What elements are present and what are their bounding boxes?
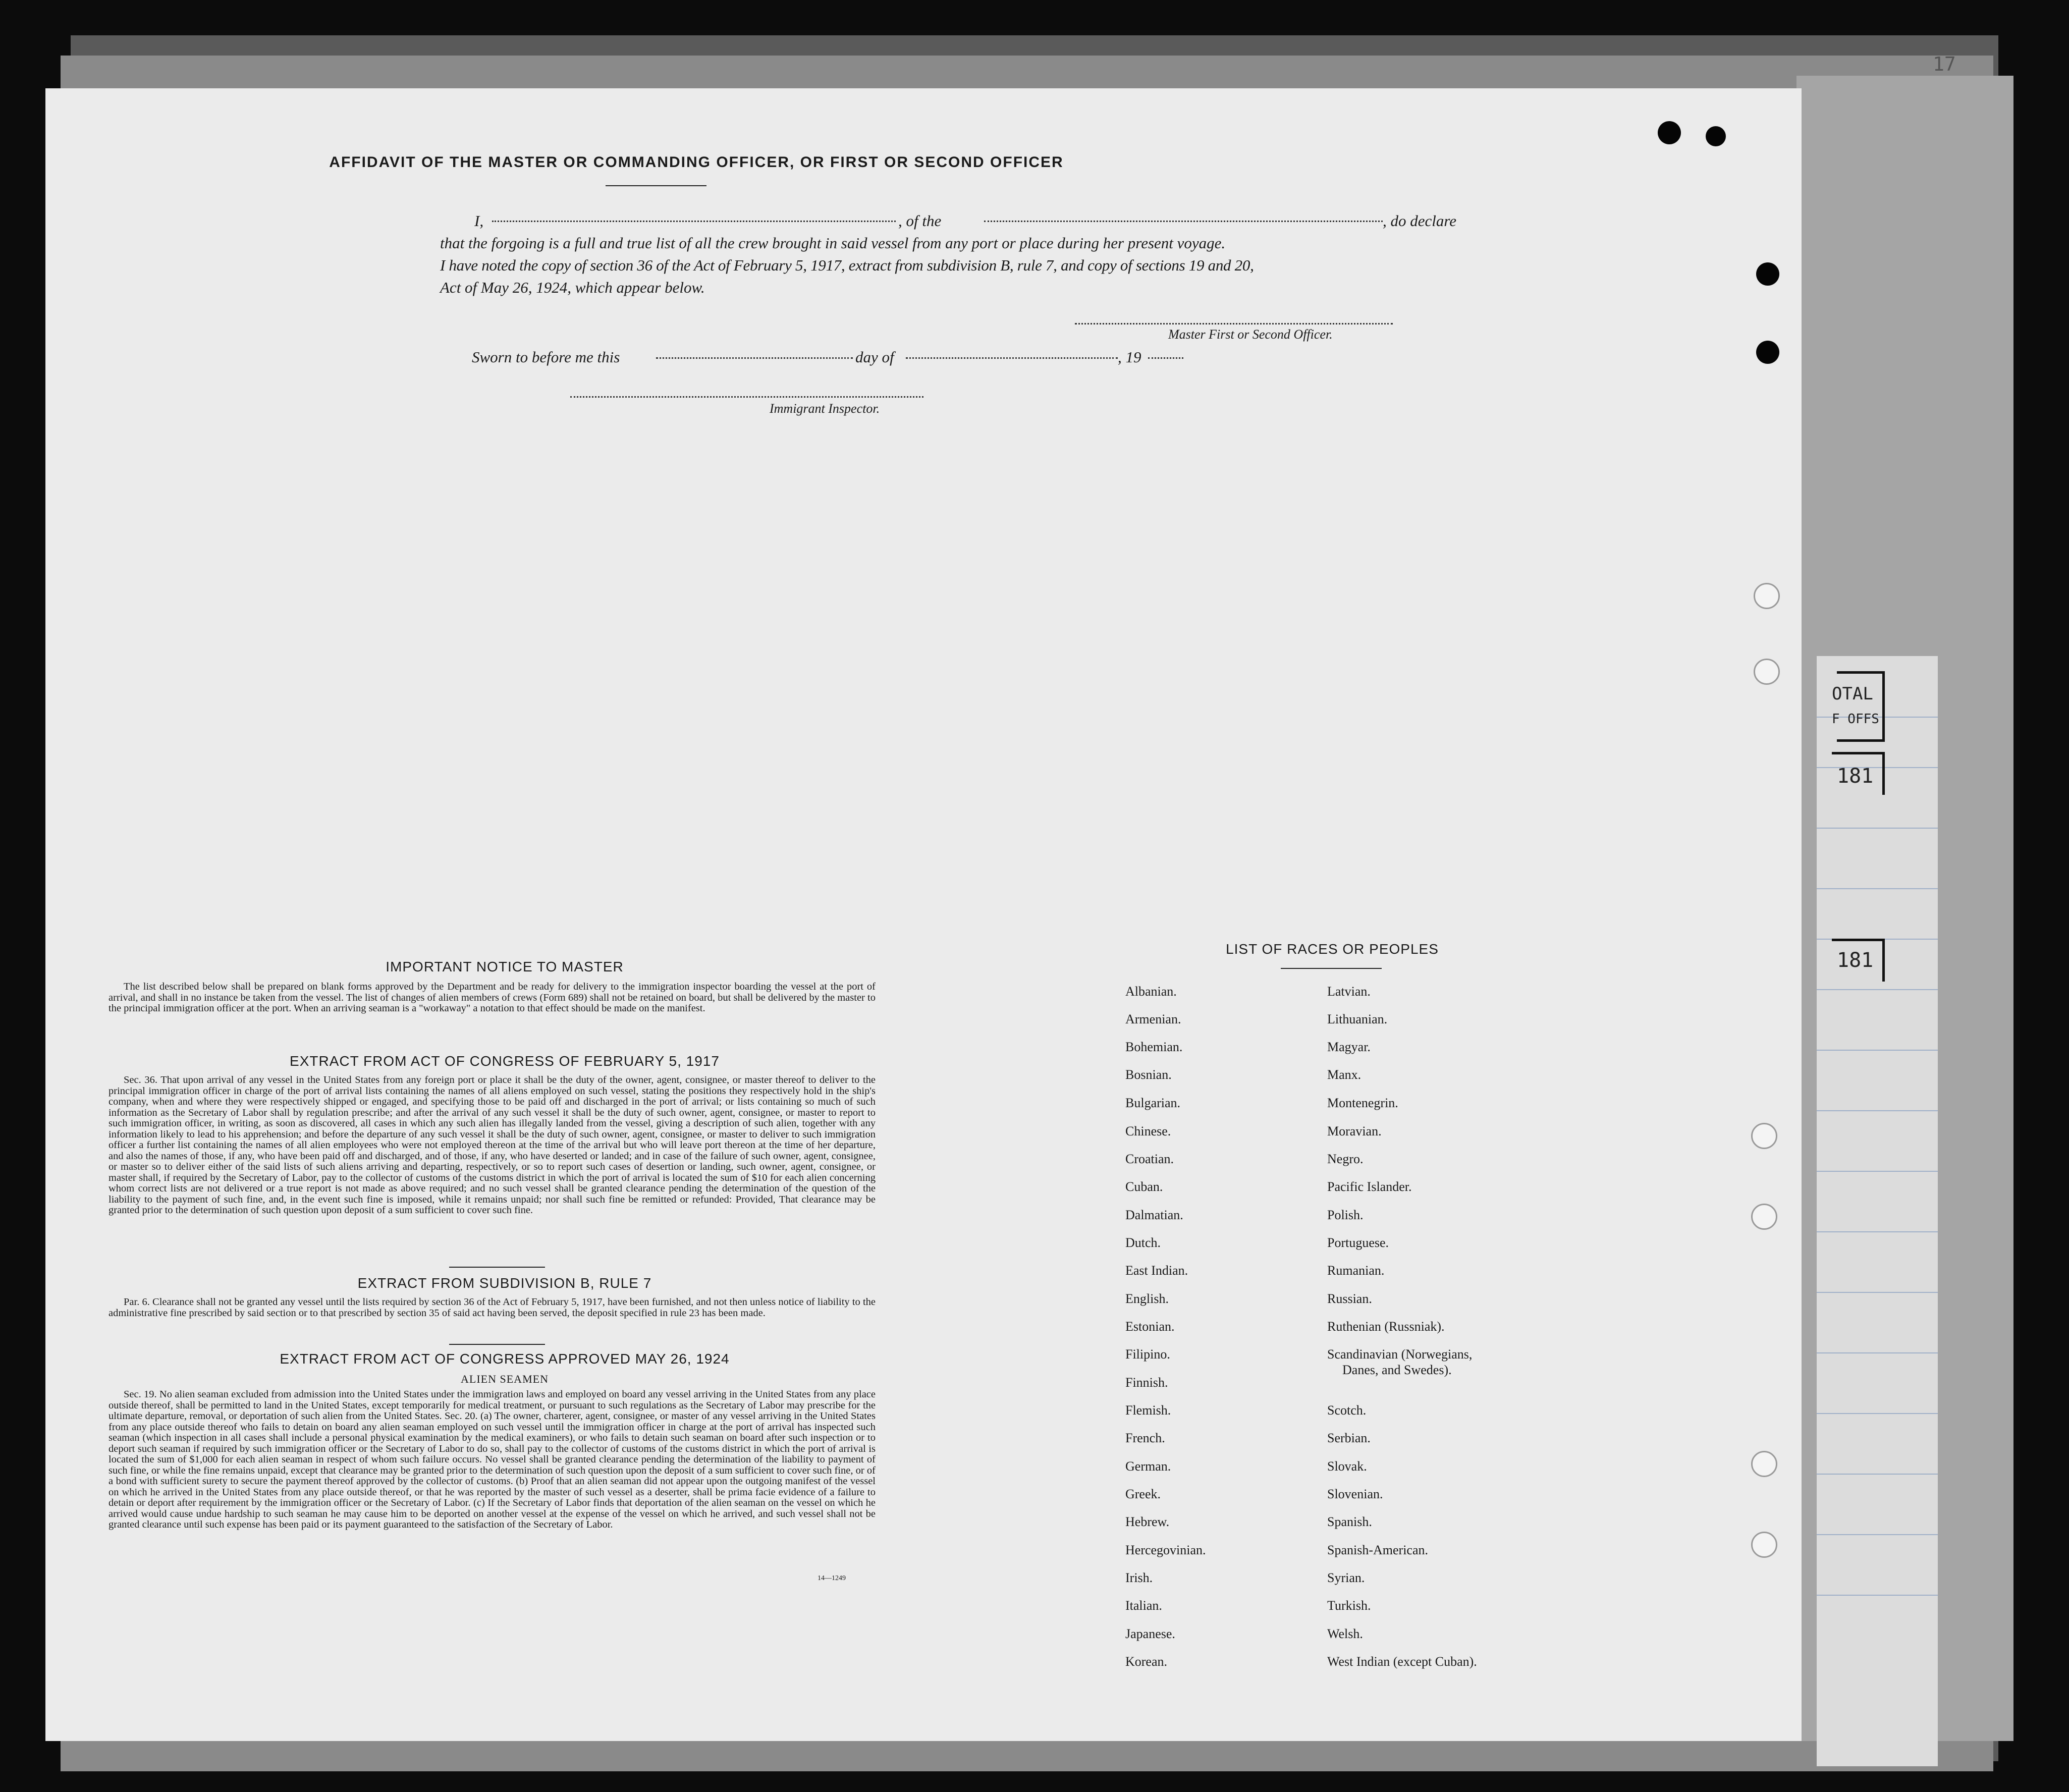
race-item: Armenian. xyxy=(1125,1012,1181,1026)
extract-1924-subtitle: ALIEN SEAMEN xyxy=(461,1373,549,1385)
affidavit-title: AFFIDAVIT OF THE MASTER OR COMMANDING OFFICER, OR FIRST OR SECOND OFFICER xyxy=(329,154,1064,171)
sworn-line-start: Sworn to before me this xyxy=(472,348,620,366)
race-item: English. xyxy=(1125,1291,1169,1306)
punch-hole xyxy=(1756,262,1779,286)
race-item: Welsh. xyxy=(1327,1626,1363,1641)
name-blank xyxy=(492,221,896,222)
master-caption: Master First or Second Officer. xyxy=(1168,327,1333,342)
punch-hole xyxy=(1756,341,1779,364)
affidavit-line-4: Act of May 26, 1924, which appear below. xyxy=(440,279,705,296)
race-item: Italian. xyxy=(1125,1598,1162,1613)
race-item: Latvian. xyxy=(1327,984,1371,999)
punch-hole xyxy=(1754,583,1780,609)
day-blank xyxy=(656,357,853,359)
race-item: Filipino. xyxy=(1125,1347,1170,1362)
extract-1917-title: EXTRACT FROM ACT OF CONGRESS OF FEBRUARY 5, 1917 xyxy=(290,1053,720,1069)
race-item: Hebrew. xyxy=(1125,1514,1170,1529)
reinforcement-ring xyxy=(1751,1451,1777,1477)
race-item: Chinese. xyxy=(1125,1124,1171,1138)
affidavit-line-3: I have noted the copy of section 36 of the Act of February 5, 1917, extract from subdivision B, rule 7, and copy of sections 19 and 20, xyxy=(440,256,1254,274)
extract-1917-body: Sec. 36. That upon arrival of any vessel in the United States from any foreign port or place it shall be the duty of the owner, agent, consignee, or master thereof to deliver to the principal immigration officer in charge of the port of arrival lists containing the names of all aliens employed on such vessel, stating the positions they respectively hold in the ship's company, when and where they were respectively shipped or engaged, and specifying those to be paid off and discharged in the port of arrival; or lists containing so much of such information as the Secretary of Labor shall by regulation prescribe; and after the arrival of any such vessel it shall be the duty of such owner, agent, consignee, or master to report to such immigration officer, in writing, as soon as discovered, all cases in which any such alien has illegally landed from the vessel, giving a description of such alien, together with any information likely to lead to his apprehension; and before the departure of any such vessel it shall be the duty of such owner, agent, consignee, or master to deliver to such immigration officer a further list containing the names of all alien employees who were not employed thereon at the time of the arrival but who will leave port thereon at the time of her departure, and also the names of those, if any, who have been paid off and discharged, and of those, if any, who have deserted or landed; and in case of the failure of such owner, agent, consignee, or master so to deliver either of the said lists of such aliens arriving and departing, respectively, or so to report such cases of desertion or landing, such owner, agent, consignee, or master shall, if required by the Secretary of Labor, pay to the collector of customs of the customs district in which the port of arrival is located the sum of $10 for each alien concerning whom correct lists are not delivered or a true report is not made as above required; and no such vessel shall be granted clearance pending the determination of the question of the liability to the payment of such fine, and, in the event such fine is imposed, while it remains unpaid; nor shall such fine be remitted or refunded: Provided, That clearance may be granted prior to the determination of such question upon deposit of a sum sufficient to cover such fine. xyxy=(108,1074,876,1216)
race-item: Estonian. xyxy=(1125,1319,1175,1334)
extract-1924-body: Sec. 19. No alien seaman excluded from admission into the United States under the immigration laws and employed on board any vessel arriving in the United States from any place outside thereof, shall be permitted to land in the United States, except temporarily for medical treatment, or pursuant to such regulations as the Secretary of Labor may prescribe for the ultimate departure, removal, or deportation of such alien from the United States. Sec. 20. (a) The owner, charterer, agent, consignee, or master of any vessel arriving in the United States from any place outside thereof who fails to detain on board any alien seaman employed on such vessel until the immigration officer in charge at the port of arrival has inspected such seaman (which inspection in all cases shall include a personal physical examination by the medical examiners), or who fails to detain such seaman on board after such inspection or to deport such seaman if required by such immigration officer or the Secretary of Labor to do so, shall pay to the collector of customs of the customs district in which the port of arrival is located the sum of $1,000 for each alien seaman in respect of whom such failure occurs. No vessel shall be granted clearance pending the determination of the liability to payment of such fine, or while the fine remains unpaid, except that clearance may be granted prior to the determination of such question upon the deposit of a sum sufficient to cover such fine, or of a bond with sufficient surety to secure the payment thereof approved by the collector of customs. (b) Proof that an alien seaman did not appear upon the outgoing manifest of the vessel on which he arrived in the United States from any place outside thereof, or that he was reported by the master of such vessel as a deserter, shall be prima facie evidence of a failure to detain or deport after requirement by the immigration officer or the Secretary of Labor. (c) If the Secretary of Labor finds that deportation of the alien seaman on the vessel on which he arrived would cause undue hardship to such seaman he may cause him to be deported on another vessel at the expense of the vessel on which he arrived, and such vessel shall not be granted clearance until such expense has been paid or its payment guaranteed to the satisfaction of the Secretary of Labor. xyxy=(108,1389,876,1530)
race-item: Polish. xyxy=(1327,1208,1364,1222)
signature-blank xyxy=(1075,323,1393,324)
sworn-line-end: , 19 xyxy=(1118,348,1141,366)
tab-label: OTAL xyxy=(1832,684,1873,704)
race-item: Montenegrin. xyxy=(1327,1096,1398,1110)
race-item: Irish. xyxy=(1125,1570,1153,1585)
race-item: Pacific Islander. xyxy=(1327,1179,1412,1194)
tab-box xyxy=(1837,671,1885,742)
affidavit-line-2: that the forgoing is a full and true list of all the crew brought in said vessel from any port or place during her present voyage. xyxy=(440,234,1226,252)
extract-rule7-title: EXTRACT FROM SUBDIVISION B, RULE 7 xyxy=(357,1275,652,1291)
divider xyxy=(1281,968,1382,969)
race-item: Cuban. xyxy=(1125,1179,1163,1194)
reinforcement-ring xyxy=(1751,1204,1777,1230)
sworn-line-mid: day of xyxy=(855,348,894,366)
race-item: Slovenian. xyxy=(1327,1487,1383,1501)
race-item: Bohemian. xyxy=(1125,1040,1183,1054)
form-sheet xyxy=(45,88,1802,1741)
race-item: Bosnian. xyxy=(1125,1067,1172,1082)
affidavit-line-1-start: I, xyxy=(474,212,484,230)
race-item: Moravian. xyxy=(1327,1124,1382,1138)
punch-hole xyxy=(1754,659,1780,685)
race-item: Dalmatian. xyxy=(1125,1208,1183,1222)
tab-count: 181 xyxy=(1837,949,1874,972)
vessel-blank xyxy=(984,221,1383,222)
race-item: Flemish. xyxy=(1125,1403,1171,1418)
inspector-caption: Immigrant Inspector. xyxy=(770,401,880,416)
race-item: Russian. xyxy=(1327,1291,1372,1306)
race-item: German. xyxy=(1125,1459,1171,1474)
race-item: Magyar. xyxy=(1327,1040,1371,1054)
form-number: 14—1249 xyxy=(818,1574,846,1582)
race-item: Spanish-American. xyxy=(1327,1543,1429,1557)
race-item: Serbian. xyxy=(1327,1431,1371,1445)
corner-page-number: 17 xyxy=(1933,53,1956,75)
race-item: Japanese. xyxy=(1125,1626,1175,1641)
race-item: Korean. xyxy=(1125,1654,1168,1669)
tab-count: 181 xyxy=(1837,765,1874,788)
races-title: LIST OF RACES OR PEOPLES xyxy=(1226,941,1439,957)
race-item: Albanian. xyxy=(1125,984,1177,999)
race-item: Turkish. xyxy=(1327,1598,1371,1613)
divider xyxy=(449,1267,545,1268)
race-item: East Indian. xyxy=(1125,1263,1188,1278)
reinforcement-ring xyxy=(1751,1532,1777,1558)
divider xyxy=(449,1344,545,1345)
race-item: Danes, and Swedes). xyxy=(1342,1363,1452,1377)
punch-hole xyxy=(1706,126,1726,146)
notice-title: IMPORTANT NOTICE TO MASTER xyxy=(386,959,624,974)
punch-hole xyxy=(1658,121,1681,144)
tab-label: F OFFS xyxy=(1832,712,1879,727)
race-item: Lithuanian. xyxy=(1327,1012,1388,1026)
divider xyxy=(606,185,706,186)
race-item: Scotch. xyxy=(1327,1403,1367,1418)
race-item: Spanish. xyxy=(1327,1514,1372,1529)
race-item: Ruthenian (Russniak). xyxy=(1327,1319,1445,1334)
notice-body: The list described below shall be prepared on blank forms approved by the Department and be ready for delivery to the immigration inspector boarding the vessel at the port of arrival, and shall in no instance be taken from the vessel. The list of changes of alien members of crews (Form 689) shall not be retained on board, but shall be delivered by the master to the principal immigration officer at the port. When an arriving seaman is a "workaway" a notation to that effect should be made on the manifest. xyxy=(108,981,876,1014)
race-item: Finnish. xyxy=(1125,1375,1168,1390)
underlying-form-edge xyxy=(1817,656,1938,1766)
extract-rule7-body: Par. 6. Clearance shall not be granted any vessel until the lists required by section 36 of the Act of February 5, 1917, have been furnished, and not then unless notice of liability to the administrative fine prescribed by said section or to that prescribed by section 35 of said act having been served, the deposit specified in rule 23 has been made. xyxy=(108,1296,876,1319)
race-item: Bulgarian. xyxy=(1125,1096,1181,1110)
reinforcement-ring xyxy=(1751,1123,1777,1149)
race-item: Portuguese. xyxy=(1327,1235,1389,1250)
race-item: Croatian. xyxy=(1125,1152,1174,1166)
extract-1924-title: EXTRACT FROM ACT OF CONGRESS APPROVED MAY 26, 1924 xyxy=(280,1351,730,1367)
race-item: Rumanian. xyxy=(1327,1263,1385,1278)
race-item: Syrian. xyxy=(1327,1570,1365,1585)
race-item: Negro. xyxy=(1327,1152,1364,1166)
inspector-signature-blank xyxy=(570,396,923,398)
race-item: French. xyxy=(1125,1431,1165,1445)
race-item: Scandinavian (Norwegians, xyxy=(1327,1347,1473,1362)
year-blank xyxy=(1148,357,1183,359)
race-item: Slovak. xyxy=(1327,1459,1367,1474)
race-item: West Indian (except Cuban). xyxy=(1327,1654,1477,1669)
month-blank xyxy=(906,357,1118,359)
race-item: Dutch. xyxy=(1125,1235,1161,1250)
affidavit-line-1-end: , do declare xyxy=(1383,212,1457,230)
affidavit-line-1-mid: , of the xyxy=(898,212,942,230)
race-item: Hercegovinian. xyxy=(1125,1543,1206,1557)
race-item: Greek. xyxy=(1125,1487,1161,1501)
race-item: Manx. xyxy=(1327,1067,1362,1082)
